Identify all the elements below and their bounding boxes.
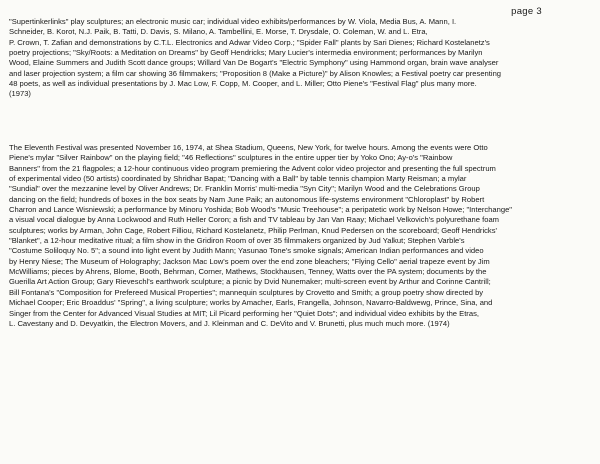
text-line: by Henry Niese; The Museum of Holography; Jackson Mac Low's poem over the end zone bleachers; "Flying Cello" aerial trapeze event by Jim — [9, 256, 490, 266]
text-line: 48 poets, as well as individual presentations by J. Mac Low, F. Copp, M. Cooper, and L. Miller; Otto Piene's "Festival Flag" plus many more. — [9, 79, 477, 89]
text-line: "Supertinkerlinks" play sculptures; an electronic music car; individual video exhibits/performances by W. Viola, Media Bus, A. Mann, I. — [9, 17, 457, 26]
text-line: Bill Fontana's "Composition for Prefereed Musical Properties"; mannequin sculptures by Crovetto and Smith; a group poetry show directed by — [9, 287, 484, 297]
text-line: Wood, Elaine Summers and Judith Scott dance groups; Willard Van De Bogart's "Electric Symphony" using Hammond organ, brain wave analyser — [9, 58, 499, 68]
text-line: dancing on the field; hundreds of boxes in the box seats by Nam June Paik; an autonomous life-systems environment "Chloroplast" by Robert — [9, 194, 485, 204]
paragraph-1973-festival — [9, 17, 597, 100]
paragraph-1974-festival — [9, 143, 597, 329]
text-line: Schneider, B. Korot, N.J. Paik, B. Tatti, D. Davis, S. Milano, A. Tambellini, E. Morse, T. Drysdale, O. Coleman, W. and L. Etra, — [9, 27, 428, 37]
page-number: page 3 — [511, 6, 542, 17]
text-line: Michael Cooper; Eric Broaddus' "Spring", a living sculpture; works by Amacher, Earls, Frangella, Johnson, Navarro-Baldwewg, Prince, Sina, and — [9, 298, 493, 308]
text-line: "Blanket", a 12-hour meditative ritual; a film show in the Gridiron Room of over 35 filmmakers organized by Jud Yalkut; Stephen Varble's — [9, 236, 465, 246]
text-line: a visual vocal dialogue by Anna Lockwood and Ruth Heller Coron; a fish and TV tableau by Jan Van Raay; Michael Velkovich's polyurethane foam — [9, 215, 499, 225]
text-line: L. Cavestany and D. Devyatkin, the Electron Movers, and J. Kleinman and C. DeVito and V. Brunetti, plus much much more. (1974) — [9, 318, 450, 328]
text-line: of experimental video (50 artists) coordinated by Shridhar Bapat; "Dancing with a Ball" by table tennis champion Marty Reisman; a mylar — [9, 174, 467, 184]
text-line: McWilliams; pieces by Ahrens, Blome, Booth, Behrman, Corner, Mathews, Stockhausen, Tenney, Watts over the PA system; documents by the — [9, 267, 487, 277]
text-line: Singer from the Center for Advanced Visual Studies at MIT; Lil Picard performing her "Quiet Dots"; and individual video exhibits by the Etras, — [9, 308, 479, 318]
text-line: The Eleventh Festival was presented November 16, 1974, at Shea Stadium, Queens, New York, for twelve hours. Among the events were Otto — [9, 143, 488, 152]
text-line: P. Crown, T. Zafian and demonstrations by C.T.L. Electronics and Adwar Video Corp.; "Spider Fall" plants by Sari Dienes; Richard Kostelanetz's — [9, 37, 490, 47]
text-line: "Sundial" over the mezzanine level by Oliver Andrews; Dr. Franklin Morris' multi-media "Syn City"; Marilyn Wood and the Celebrations Group — [9, 184, 480, 194]
text-line: Piene's mylar "Silver Rainbow" on the playing field; "46 Reflections" sculptures in the entire upper tier by Yoko Ono; Ay-o's "Rainbow — [9, 153, 453, 163]
text-line: poetry projections; "Sky/Roots: a Meditation on Dreams" by Geoff Hendricks; Mary Lucier's intermedia environment; performances by Marilyn — [9, 48, 483, 58]
text-line: sculptures; works by Arman, John Cage, Robert Filliou, Richard Kostelanetz, Philip Perlman, Knud Pedersen on the scoreboard; Geoff Hendricks' — [9, 225, 497, 235]
text-line: "Costume Soliloquy No. 5"; a sound into light event by Judith Mann; Yasunao Tone's smoke signals; American Indian performances and video — [9, 246, 484, 256]
text-line: Banners" from the 21 flagpoles; a 12-hour continuous video program premiering the Advent color video projector and presenting the full spectrum — [9, 163, 496, 173]
text-line: Guerilla Art Action Group; Gary Rieveschl's earthwork sculpture; a picnic by Dvid Nunemaker; multi-screen event by Arthur and Corinne Cantrill; — [9, 277, 491, 287]
text-line: Charron and Lance Wisniewski; a performance by Minoru Yoshida; Bob Wood's "Music Treehouse"; a peripatetic work by Nelson Howe; "Interchange" — [9, 205, 512, 215]
text-line: (1973) — [9, 89, 31, 99]
text-line: and laser projection system; a film car showing 36 filmmakers; "Proposition 8 (Make a Picture)" by Alison Knowles; a Festival poetry car presenting — [9, 68, 502, 78]
